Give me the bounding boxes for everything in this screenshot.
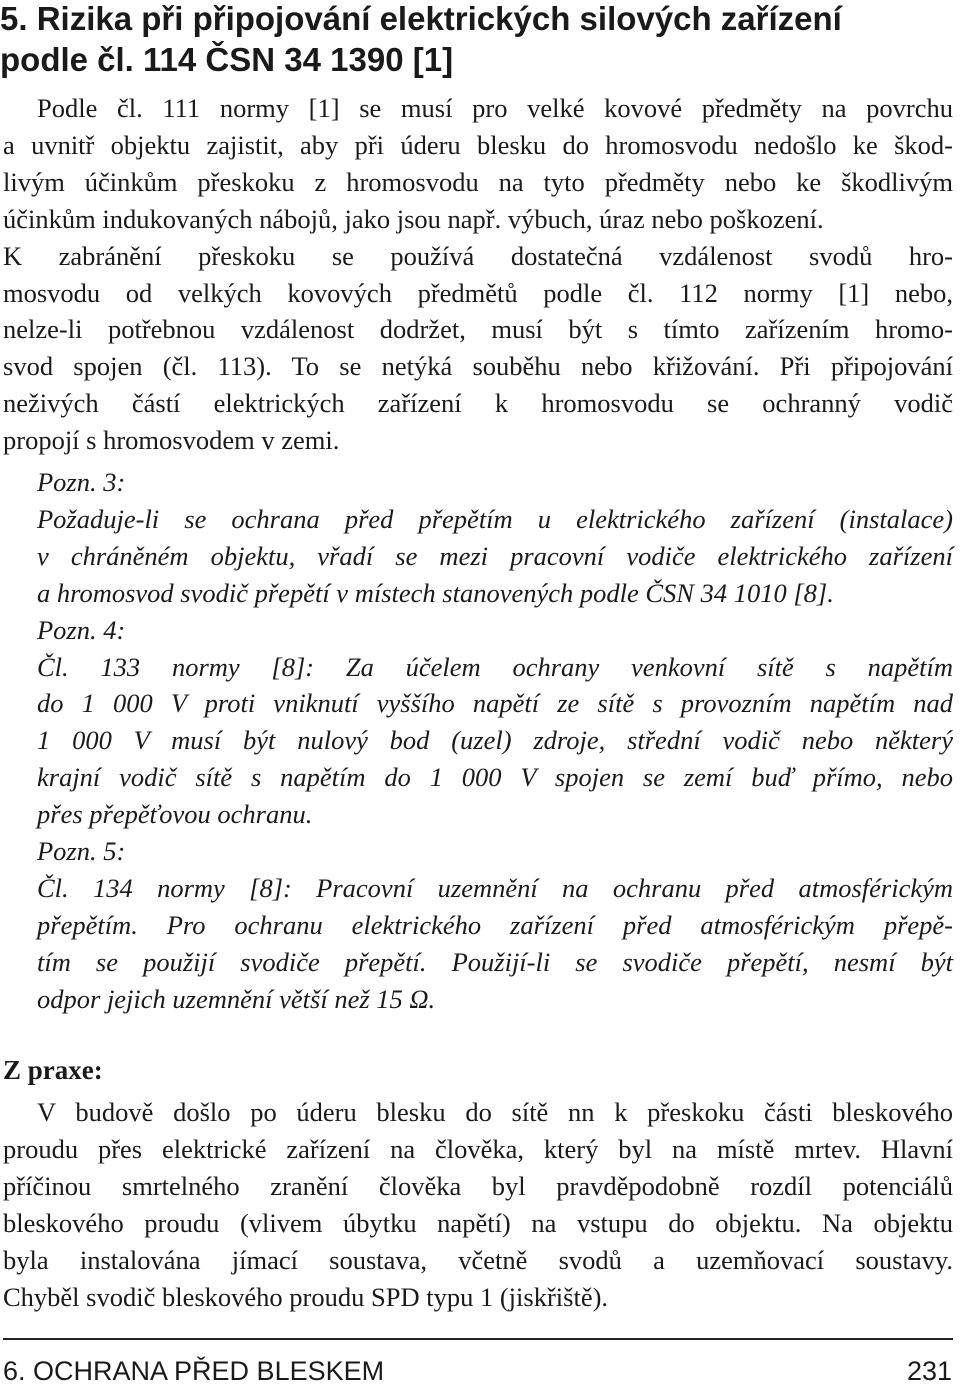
text-line: byla instalována jímací soustava, včetně svodů a uzemňovací soustavy. [3,1244,953,1275]
text-line: příčinou smrtelného zranění člověka byl pravděpodobně rozdíl potenciálů [3,1170,953,1201]
note-label: Pozn. 3: [37,467,126,497]
text-line: bleskového proudu (vlivem úbytku napětí) na vstupu do objektu. Na objektu [3,1207,953,1238]
note-line: odpor jejich uzemnění větší než 15 Ω. [37,983,436,1014]
note-line: krajní vodič sítě s napětím do 1 000 V spojen se zemí buď přímo, nebo [37,762,953,793]
text-line: Chyběl svodič bleskového proudu SPD typu 1 (jiskřiště). [3,1281,609,1312]
z-praxe-paragraph [3,1094,953,1315]
note-line: Čl. 134 normy [8]: Pracovní uzemnění na ochranu před atmosférickým [37,872,953,903]
paragraph-podle-cl-111 [3,90,953,459]
note-line: Čl. 133 normy [8]: Za účelem ochrany venkovní sítě s napětím [37,651,953,682]
note-line: tím se použijí svodiče přepětí. Použijí-li se svodiče přepětí, nesmí být [37,946,953,977]
text-line: Podle čl. 111 normy [1] se musí pro velké kovové předměty na povrchu [37,93,953,123]
footer-page-number: 231 [906,1356,952,1386]
z-praxe-heading: Z praxe: [3,1055,103,1085]
note-line: do 1 000 V proti vniknutí vyššího napětí ze sítě s provozním napětím nad [37,688,953,719]
note-line: 1 000 V musí být nulový bod (uzel) zdroje, střední vodič nebo některý [37,725,953,756]
footer-chapter-title: 6. OCHRANA PŘED BLESKEM [3,1356,385,1386]
text-line: V budově došlo po úderu blesku do sítě nn k přeskoku části bleskového [37,1097,953,1127]
note-line: přes přepěťovou ochranu. [37,799,313,830]
section-heading-line-2: podle čl. 114 ČSN 34 1390 [1] [0,41,454,78]
note-line: v chráněném objektu, vřadí se mezi pracovní vodiče elektrického zařízení [37,540,953,571]
notes-block [37,464,953,1018]
text-line: livým účinkům přeskoku z hromosvodu na tyto předměty nebo ke škodlivým [3,166,953,197]
text-line: propojí s hromosvodem v zemi. [3,425,340,456]
note-label: Pozn. 4: [37,614,126,645]
text-line: mosvodu od velkých kovových předmětů podle čl. 112 normy [1] nebo, [3,277,953,308]
text-line: účinkům indukovaných nábojů, jako jsou např. výbuch, úraz nebo poškození. [3,203,824,234]
text-line: K zabránění přeskoku se používá dostatečná vzdálenost svodů hro- [3,240,953,271]
note-line: přepětím. Pro ochranu elektrického zařízení před atmosférickým přepě- [37,909,953,940]
text-line: svod spojen (čl. 113). To se netýká souběhu nebo křižování. Při připojování [3,351,953,382]
text-line: a uvnitř objektu zajistit, aby při úderu blesku do hromosvodu nedošlo ke škod- [3,129,953,160]
text-line: neživých částí elektrických zařízení k hromosvodu se ochranný vodič [3,388,953,419]
text-line: proudu přes elektrické zařízení na člověka, který byl na místě mrtev. Hlavní [3,1133,953,1164]
footer-divider [3,1338,953,1340]
section-heading [0,0,956,80]
text-line: nelze-li potřebnou vzdálenost dodržet, musí být s tímto zařízením hromo- [3,314,953,345]
section-heading-line-1: 5. Rizika při připojování elektrických silových zařízení [0,0,842,37]
note-line: Požaduje-li se ochrana před přepětím u elektrického zařízení (instalace) [37,503,953,534]
note-line: a hromosvod svodič přepětí v místech stanovených podle ČSN 34 1010 [8]. [37,577,834,608]
note-label: Pozn. 5: [37,836,126,867]
